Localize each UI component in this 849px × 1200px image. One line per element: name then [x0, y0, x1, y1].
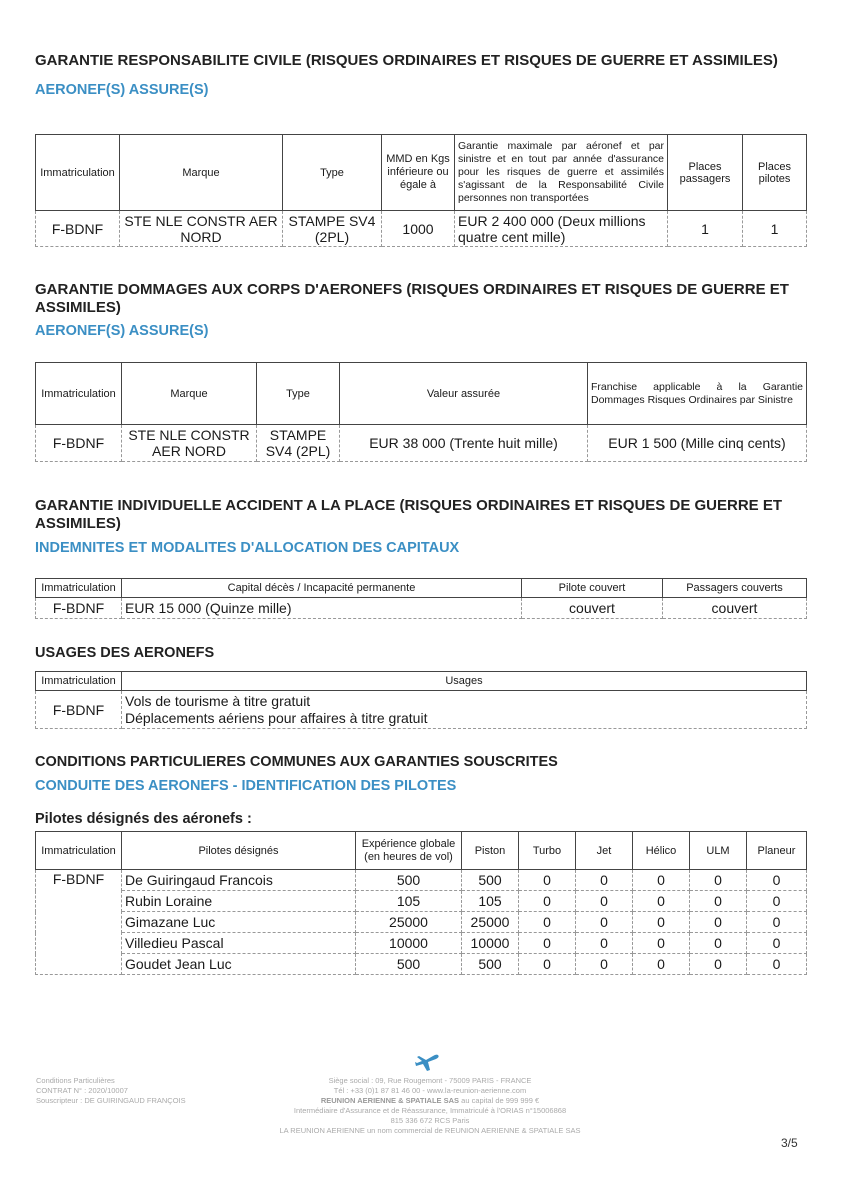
th-immat: Immatriculation	[36, 579, 122, 598]
th-immat: Immatriculation	[36, 672, 122, 691]
cell-pilote: Goudet Jean Luc	[122, 954, 356, 975]
airplane-logo-icon	[414, 1052, 440, 1072]
cell-jet: 0	[576, 933, 633, 954]
cell-marque: STE NLE CONSTR AER NORD	[122, 425, 257, 462]
cell-franchise: EUR 1 500 (Mille cinq cents)	[588, 425, 807, 462]
footer-rcs: 815 336 672 RCS Paris	[390, 1116, 470, 1125]
cell-valeur: EUR 38 000 (Trente huit mille)	[340, 425, 588, 462]
table-pilotes	[35, 831, 807, 975]
cell-turbo: 0	[519, 933, 576, 954]
cell-immat: F-BDNF	[36, 425, 122, 462]
cell-planeur: 0	[747, 933, 807, 954]
section-subtitle-dommages: AERONEF(S) ASSURE(S)	[35, 323, 209, 339]
cell-helico: 0	[633, 912, 690, 933]
cell-experience: 105	[356, 891, 462, 912]
th-type: Type	[257, 363, 340, 425]
pilot-row	[36, 891, 807, 912]
footer-contract: CONTRAT N° : 2020/10007	[36, 1086, 128, 1095]
cell-piston: 500	[462, 870, 519, 891]
cell-immat: F-BDNF	[36, 598, 122, 619]
th-planeur: Planeur	[747, 832, 807, 870]
section-title-usages: USAGES DES AERONEFS	[35, 645, 215, 661]
cell-turbo: 0	[519, 870, 576, 891]
cell-planeur: 0	[747, 912, 807, 933]
footer-trade-name: LA REUNION AERIENNE un nom commercial de REUNION AERIENNE & SPATIALE SAS	[279, 1126, 581, 1135]
section-subtitle-accident: INDEMNITES ET MODALITES D'ALLOCATION DES CAPITAUX	[35, 540, 460, 556]
cell-helico: 0	[633, 954, 690, 975]
table-accident	[35, 578, 807, 619]
section-subtitle-rc: AERONEF(S) ASSURE(S)	[35, 82, 209, 98]
th-pilotes: Pilotes désignés	[122, 832, 356, 870]
cell-experience: 25000	[356, 912, 462, 933]
cell-turbo: 0	[519, 954, 576, 975]
cell-passagers-couverts: couvert	[663, 598, 807, 619]
th-immat: Immatriculation	[36, 135, 120, 211]
footer-center	[240, 1076, 620, 1136]
cell-ulm: 0	[690, 933, 747, 954]
cell-usages	[122, 691, 807, 729]
th-turbo: Turbo	[519, 832, 576, 870]
cell-planeur: 0	[747, 954, 807, 975]
cell-ulm: 0	[690, 912, 747, 933]
th-immat: Immatriculation	[36, 363, 122, 425]
pilot-row	[36, 870, 807, 891]
pilot-row	[36, 933, 807, 954]
th-marque: Marque	[120, 135, 283, 211]
cell-marque: STE NLE CONSTR AER NORD	[120, 211, 283, 247]
th-garantie: Garantie maximale par aéronef et par sinistre et en tout par année d'assurance pour les risques de guerre et assimilés s'agissant de la Responsabilité Civile personnes non transportées	[455, 135, 668, 211]
cell-pilote-couvert: couvert	[522, 598, 663, 619]
table-rc	[35, 134, 807, 247]
cell-helico: 0	[633, 891, 690, 912]
pilot-row	[36, 912, 807, 933]
cell-pilote: De Guiringaud Francois	[122, 870, 356, 891]
section-title-dommages: GARANTIE DOMMAGES AUX CORPS D'AERONEFS (RISQUES ORDINAIRES ET RISQUES DE GUERRE ET ASSIMILES)	[35, 281, 789, 316]
pilot-row	[36, 954, 807, 975]
cell-experience: 500	[356, 870, 462, 891]
page-number: 3/5	[781, 1136, 798, 1150]
pilotes-designes-heading: Pilotes désignés des aéronefs :	[35, 811, 252, 827]
footer-company-name: REUNION AERIENNE & SPATIALE SAS	[320, 1096, 460, 1105]
cell-pilote: Rubin Loraine	[122, 891, 356, 912]
cell-helico: 0	[633, 870, 690, 891]
cell-ulm: 0	[690, 954, 747, 975]
cell-turbo: 0	[519, 891, 576, 912]
cell-type: STAMPE SV4 (2PL)	[257, 425, 340, 462]
cell-garantie: EUR 2 400 000 (Deux millions quatre cent mille)	[455, 211, 668, 247]
cell-type: STAMPE SV4 (2PL)	[283, 211, 382, 247]
th-usages: Usages	[122, 672, 807, 691]
table-dommages	[35, 362, 807, 462]
cell-immat: F-BDNF	[36, 870, 122, 975]
table-usages	[35, 671, 807, 729]
th-franchise: Franchise applicable à la Garantie Dommages Risques Ordinaires par Sinistre	[588, 363, 807, 425]
cell-pilote: Villedieu Pascal	[122, 933, 356, 954]
th-ulm: ULM	[690, 832, 747, 870]
th-valeur: Valeur assurée	[340, 363, 588, 425]
th-passagers-couverts: Passagers couverts	[663, 579, 807, 598]
usage-item: Déplacements aériens pour affaires à titre gratuit	[125, 709, 428, 726]
cell-capital: EUR 15 000 (Quinze mille)	[122, 598, 522, 619]
cell-planeur: 0	[747, 870, 807, 891]
cell-immat: F-BDNF	[36, 211, 120, 247]
cell-ulm: 0	[690, 870, 747, 891]
th-piston: Piston	[462, 832, 519, 870]
cell-places-pilotes: 1	[743, 211, 807, 247]
section-title-conditions: CONDITIONS PARTICULIERES COMMUNES AUX GARANTIES SOUSCRITES	[35, 754, 558, 770]
th-mmd: MMD en Kgs inférieure ou égale à	[382, 135, 455, 211]
th-places-passagers: Places passagers	[668, 135, 743, 211]
footer-company	[240, 1096, 620, 1106]
cell-mmd: 1000	[382, 211, 455, 247]
cell-jet: 0	[576, 912, 633, 933]
section-title-accident: GARANTIE INDIVIDUELLE ACCIDENT A LA PLACE (RISQUES ORDINAIRES ET RISQUES DE GUERRE ET ASSIMILES)	[35, 497, 782, 532]
th-type: Type	[283, 135, 382, 211]
footer-doc-type: Conditions Particulières	[36, 1076, 115, 1085]
th-pilote-couvert: Pilote couvert	[522, 579, 663, 598]
cell-jet: 0	[576, 891, 633, 912]
cell-piston: 10000	[462, 933, 519, 954]
cell-places-passagers: 1	[668, 211, 743, 247]
section-title-rc: GARANTIE RESPONSABILITE CIVILE (RISQUES ORDINAIRES ET RISQUES DE GUERRE ET ASSIMILES)	[35, 52, 778, 69]
cell-piston: 105	[462, 891, 519, 912]
cell-ulm: 0	[690, 891, 747, 912]
section-subtitle-conduite: CONDUITE DES AERONEFS - IDENTIFICATION DES PILOTES	[35, 778, 457, 794]
footer-souscripteur: Souscripteur : DE GUIRINGAUD FRANÇOIS	[36, 1096, 186, 1105]
cell-experience: 500	[356, 954, 462, 975]
cell-immat: F-BDNF	[36, 691, 122, 729]
cell-pilote: Gimazane Luc	[122, 912, 356, 933]
th-experience: Expérience globale (en heures de vol)	[356, 832, 462, 870]
cell-jet: 0	[576, 870, 633, 891]
cell-jet: 0	[576, 954, 633, 975]
th-marque: Marque	[122, 363, 257, 425]
cell-planeur: 0	[747, 891, 807, 912]
cell-piston: 25000	[462, 912, 519, 933]
th-immat: Immatriculation	[36, 832, 122, 870]
th-places-pilotes: Places pilotes	[743, 135, 807, 211]
footer-capital: au capital de 999 999 €	[459, 1096, 540, 1105]
footer-left	[36, 1076, 186, 1106]
cell-experience: 10000	[356, 933, 462, 954]
th-jet: Jet	[576, 832, 633, 870]
cell-helico: 0	[633, 933, 690, 954]
footer-orias: Intermédiaire d'Assurance et de Réassurance, Immatriculé à l'ORIAS n°15006868	[293, 1106, 567, 1115]
cell-piston: 500	[462, 954, 519, 975]
footer-phone: Tél : +33 (0)1 87 81 46 00 - www.la-reunion-aerienne.com	[333, 1086, 527, 1095]
th-capital: Capital décès / Incapacité permanente	[122, 579, 522, 598]
cell-turbo: 0	[519, 912, 576, 933]
usage-item: Vols de tourisme à titre gratuit	[125, 692, 311, 709]
footer-address: Siège social : 09, Rue Rougemont - 75009 PARIS - FRANCE	[328, 1076, 532, 1085]
th-helico: Hélico	[633, 832, 690, 870]
